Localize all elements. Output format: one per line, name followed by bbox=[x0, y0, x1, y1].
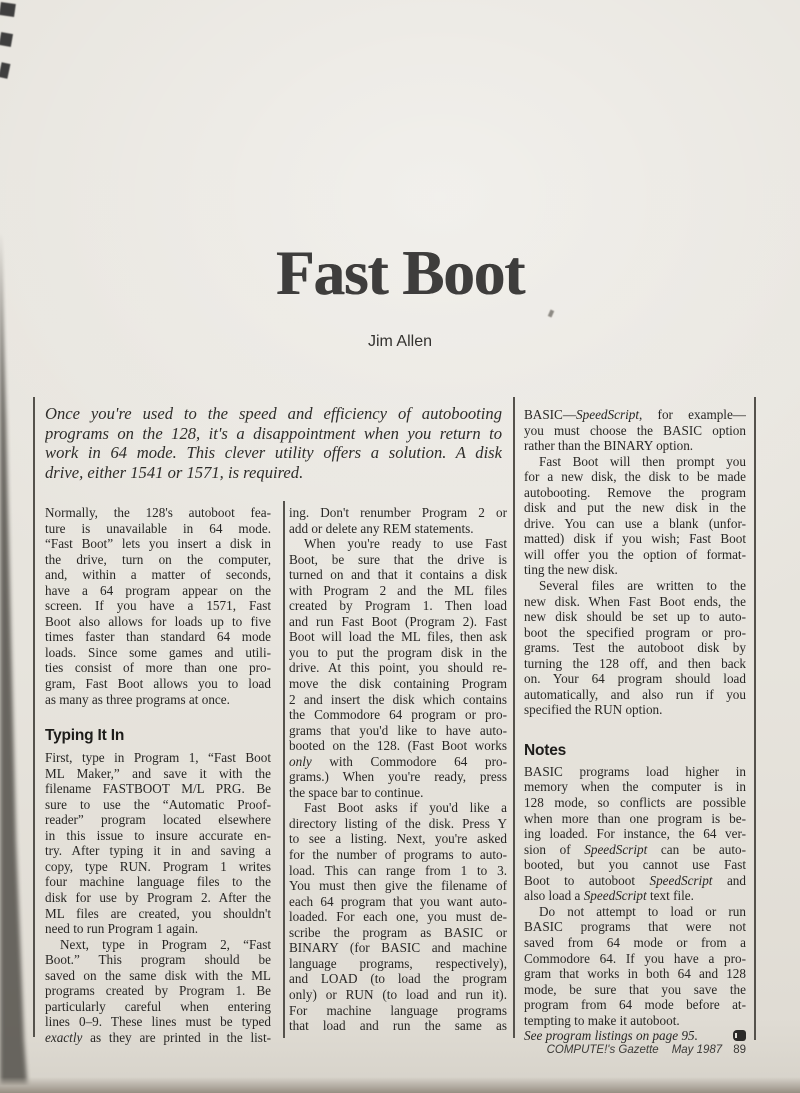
rule-col1-col2 bbox=[283, 501, 285, 1038]
body-line: Do not attempt to load or run bbox=[539, 903, 746, 919]
body-line: You must then give the filename of bbox=[289, 878, 507, 894]
body-line: 2 and insert the disk which contains bbox=[289, 691, 507, 707]
body-line: and run Fast Boot (Program 2). Fast bbox=[289, 613, 507, 629]
body-line: sure to use the “Automatic Proof- bbox=[45, 796, 271, 812]
body-line: with Program 2 and the ML files bbox=[289, 582, 507, 598]
column-1 bbox=[45, 505, 271, 1046]
body-line: for a new disk, the disk to be made bbox=[524, 469, 746, 485]
body-line: Boot to autoboot SpeedScript and bbox=[524, 872, 746, 888]
body-line: try. After typing it in and saving a bbox=[45, 843, 271, 859]
body-line: need to run Program 1 again. bbox=[45, 921, 199, 937]
footer-magazine-name: COMPUTE!'s Gazette bbox=[546, 1044, 659, 1056]
body-line: as many as three programs at once. bbox=[45, 691, 230, 707]
intro-line: Once you're used to the speed and efficiency of autobooting bbox=[45, 404, 502, 423]
body-line: memory when the computer is in bbox=[524, 779, 746, 795]
body-line: gram that works in both 64 and 128 bbox=[524, 966, 746, 982]
body-line: BASIC programs that were not bbox=[524, 919, 746, 935]
body-line: ML Maker,” and save it with the bbox=[45, 765, 271, 781]
body-line: ting the new disk. bbox=[524, 562, 618, 578]
body-line: programs created by Program 1. Be bbox=[45, 983, 271, 999]
body-line: only with Commodore 64 pro- bbox=[289, 753, 507, 769]
intro-line: drive, either 1541 or 1571, is required. bbox=[45, 462, 304, 482]
body-line: program from 64 mode before at- bbox=[524, 997, 746, 1013]
body-line: Next, type in Program 2, “Fast bbox=[60, 936, 271, 952]
body-line: loads. Since some games and utili- bbox=[45, 644, 271, 660]
body-line: Commodore 64. If you have a pro- bbox=[524, 950, 746, 966]
body-line: automatically, and also run if you bbox=[524, 686, 746, 702]
body-line: four machine language files to the bbox=[45, 874, 271, 890]
body-line: only) or RUN (to load and run it). bbox=[289, 986, 507, 1002]
body-line: Boot also allows for loads up to five bbox=[45, 613, 271, 629]
body-line: lines 0–9. These lines must be typed bbox=[45, 1014, 271, 1030]
body-line: booted, but you cannot use Fast bbox=[524, 857, 746, 873]
article-byline: Jim Allen bbox=[367, 333, 433, 350]
body-line: add or delete any REM statements. bbox=[289, 520, 474, 536]
body-line: sion of SpeedScript can be auto- bbox=[524, 841, 746, 857]
page-footer bbox=[547, 1044, 746, 1056]
end-of-article-icon bbox=[733, 1030, 746, 1041]
body-line: new disk. When Fast Boot ends, the bbox=[524, 593, 746, 609]
body-line: matted) disk if you wish; Fast Boot bbox=[524, 531, 746, 547]
body-line: BASIC—SpeedScript, for example— bbox=[524, 407, 746, 422]
rule-right bbox=[754, 397, 756, 1040]
section-heading: Notes bbox=[524, 741, 567, 759]
rule-left bbox=[33, 397, 35, 1037]
intro-blurb bbox=[45, 404, 502, 482]
page-bottom-shadow bbox=[0, 1077, 800, 1093]
body-line: reader” program located elsewhere bbox=[45, 812, 271, 828]
body-line: autobooting. Remove the program bbox=[524, 484, 746, 500]
body-line: the Commodore 64 program or pro- bbox=[289, 707, 507, 723]
intro-line: work in 64 mode. This clever utility offers a solution. A disk bbox=[45, 443, 502, 462]
body-line: Fast Boot will then prompt you bbox=[539, 453, 746, 469]
paper-speck bbox=[548, 309, 555, 317]
body-line: Boot, be sure that the drive is bbox=[289, 551, 507, 567]
body-line: 128 mode, so conflicts are possible bbox=[524, 795, 746, 811]
body-line: to see a listing. Next, you're asked bbox=[289, 831, 507, 847]
body-line: booted on the 128. (Fast Boot works bbox=[289, 738, 507, 754]
body-line: specified the RUN option. bbox=[524, 702, 663, 718]
body-line: the space bar to continue. bbox=[289, 784, 424, 800]
body-line: language programs, respectively), bbox=[289, 955, 507, 971]
column-2 bbox=[289, 505, 507, 1034]
body-line: turning the 128 off, and then back bbox=[524, 655, 746, 671]
body-line: times faster than standard 64 mode bbox=[45, 629, 271, 645]
section-heading: Typing It In bbox=[45, 727, 125, 745]
body-line: on. Your 64 program should load bbox=[524, 671, 746, 687]
body-line: tempting to make it autoboot. bbox=[524, 1012, 680, 1028]
body-line: directory listing of the disk. Press Y bbox=[289, 815, 507, 831]
body-line: BASIC programs load higher in bbox=[524, 763, 746, 779]
intro-line: programs on the 128, it's a disappointment when you return to bbox=[45, 423, 502, 443]
body-line: disk for use by Program 2. After the bbox=[45, 890, 271, 906]
body-line: gram, Fast Boot allows you to load bbox=[45, 676, 271, 692]
body-line: screen. If you have a 1571, Fast bbox=[45, 598, 271, 614]
page-edge-shadow bbox=[0, 0, 34, 1093]
body-line: For machine language programs bbox=[289, 1002, 507, 1018]
body-line: Normally, the 128's autoboot fea- bbox=[45, 505, 271, 520]
footer-issue-date: May 1987 bbox=[671, 1044, 723, 1056]
body-line: See program listings on page 95. bbox=[524, 1028, 746, 1044]
article-title: Fast Boot bbox=[275, 238, 525, 308]
body-line: each 64 program that you want auto- bbox=[289, 893, 507, 909]
body-line: loaded. For each one, you must de- bbox=[289, 909, 507, 925]
body-line: the drive, turn on the computer, bbox=[45, 551, 271, 567]
body-line: Boot.” This program should be bbox=[45, 952, 271, 968]
rule-col2-col3 bbox=[513, 397, 515, 1038]
body-line: “Fast Boot” lets you insert a disk in bbox=[45, 536, 271, 552]
body-line: drive. You can use a blank (unfor- bbox=[524, 515, 746, 531]
body-line: boot the specified program or pro- bbox=[524, 624, 746, 640]
body-line: rather than the BINARY option. bbox=[524, 438, 694, 454]
body-line: grams.) When you're ready, press bbox=[289, 769, 507, 785]
body-line: move the disk containing Program bbox=[289, 676, 507, 692]
body-line: ture is unavailable in 64 mode. bbox=[45, 520, 271, 536]
body-line: also load a SpeedScript text file. bbox=[524, 888, 694, 904]
body-line: ing. Don't renumber Program 2 or bbox=[289, 505, 507, 520]
body-line: Several files are written to the bbox=[539, 578, 746, 594]
body-line: ML files are created, you shouldn't bbox=[45, 905, 271, 921]
body-line: When you're ready to use Fast bbox=[304, 536, 507, 552]
body-line: saved on the same disk with the ML bbox=[45, 967, 271, 983]
body-line: particularly careful when entering bbox=[45, 998, 271, 1014]
body-line: created by Program 1. Then load bbox=[289, 598, 507, 614]
body-line: you must choose the BASIC option bbox=[524, 422, 746, 438]
body-line: copy, type RUN. Program 1 writes bbox=[45, 858, 271, 874]
body-line: will offer you the option of format- bbox=[524, 546, 746, 562]
body-line: Fast Boot asks if you'd like a bbox=[304, 800, 507, 816]
body-line: saved from 64 mode or from a bbox=[524, 934, 746, 950]
body-line: new disk should be set up to auto- bbox=[524, 609, 746, 625]
body-line: ing loaded. For instance, the 64 ver- bbox=[524, 826, 746, 842]
body-line: load. This can range from 1 to 3. bbox=[289, 862, 507, 878]
body-line: grams that you'd like to have auto- bbox=[289, 722, 507, 738]
body-line: filename FASTBOOT M/L PRG. Be bbox=[45, 781, 271, 797]
body-line: when more than one program is be- bbox=[524, 810, 746, 826]
column-3 bbox=[524, 407, 746, 1044]
body-line: you to put the program disk in the bbox=[289, 644, 507, 660]
body-line: and, within a matter of seconds, bbox=[45, 567, 271, 583]
body-line: drive. At this point, you should re- bbox=[289, 660, 507, 676]
body-line: Boot will load the ML files, then ask bbox=[289, 629, 507, 645]
body-line: First, type in Program 1, “Fast Boot bbox=[45, 750, 271, 766]
body-line: that load and run the same as bbox=[289, 1018, 507, 1034]
footer-page-number: 89 bbox=[733, 1044, 746, 1056]
body-line: scribe the program as BASIC or bbox=[289, 924, 507, 940]
body-line: disk and put the new disk in the bbox=[524, 500, 746, 516]
body-line: exactly as they are printed in the list- bbox=[45, 1029, 271, 1045]
body-line: grams. Test the autoboot disk by bbox=[524, 640, 746, 656]
body-line: in this issue to insure accurate en- bbox=[45, 827, 271, 843]
body-line: for the number of programs to auto- bbox=[289, 847, 507, 863]
body-line: mode, be sure that you save the bbox=[524, 981, 746, 997]
body-line: and LOAD (to load the program bbox=[289, 971, 507, 987]
body-line: ties consist of more than one pro- bbox=[45, 660, 271, 676]
body-line: turned on and that it contains a disk bbox=[289, 567, 507, 583]
body-line: have a 64 program appear on the bbox=[45, 582, 271, 598]
body-line: BINARY (for BASIC and machine bbox=[289, 940, 507, 956]
